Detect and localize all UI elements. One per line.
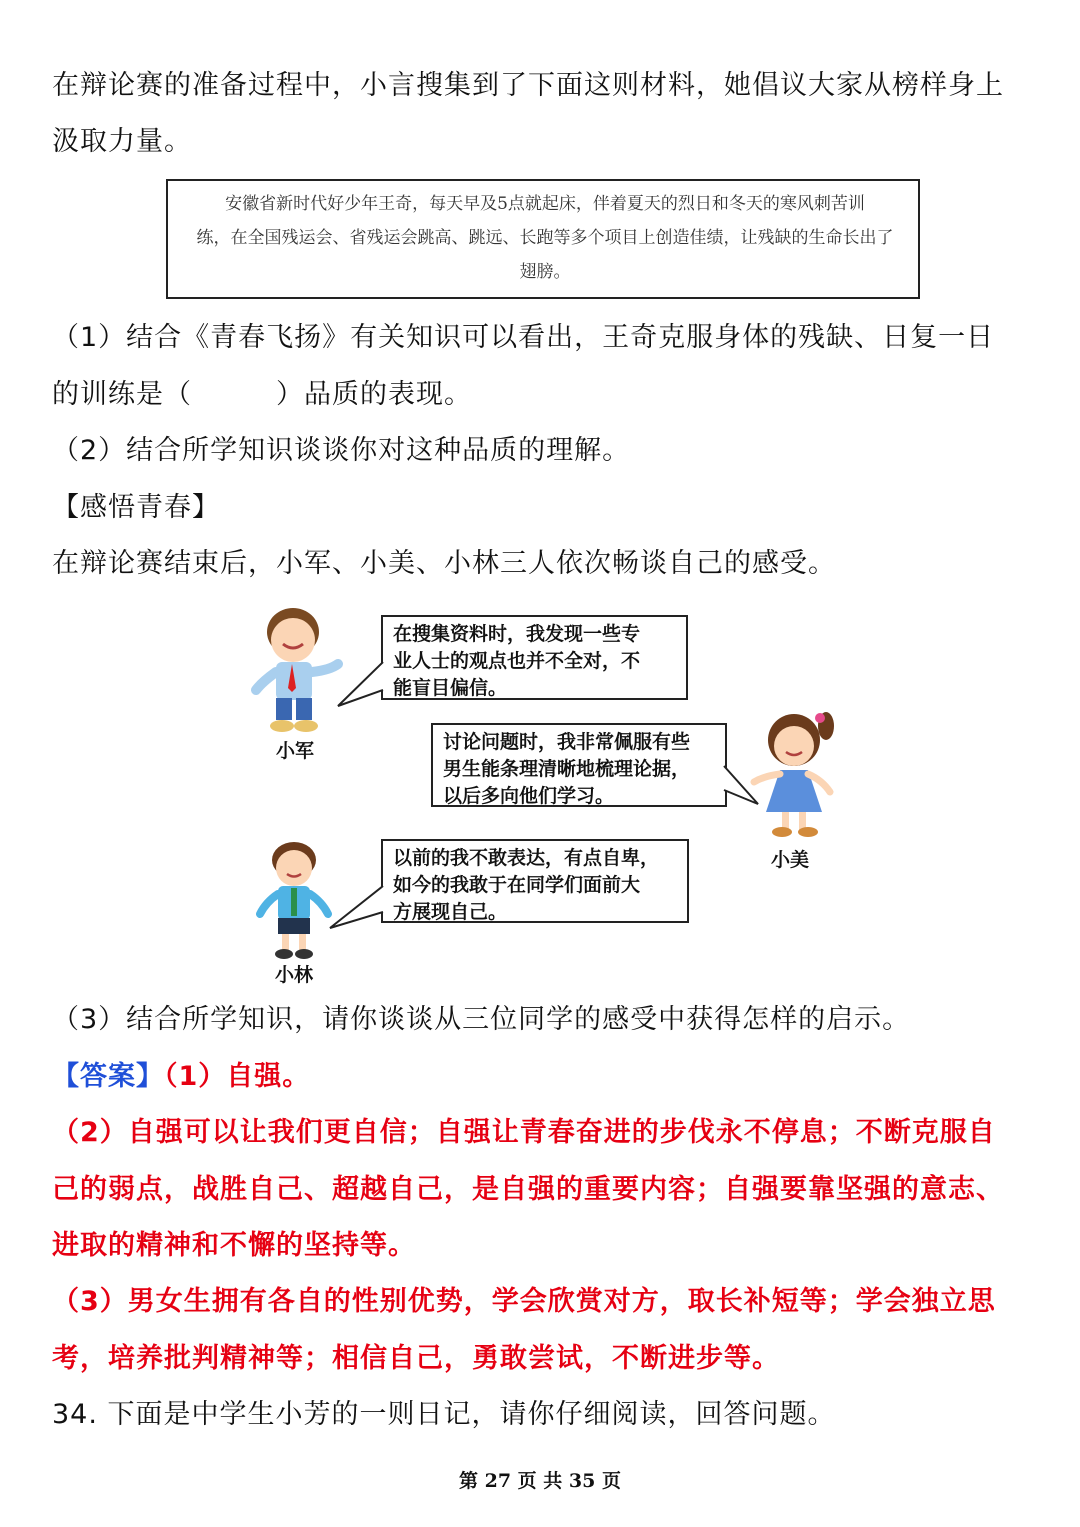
answer-line-1 xyxy=(52,1057,310,1097)
xiaojun-speech-line-1: 在搜集资料时，我发现一些专 xyxy=(393,623,641,645)
xiaolin-illustration xyxy=(256,838,336,963)
material-line-3: 翅膀。 xyxy=(519,262,571,282)
page-footer: 第 27 页 共 35 页 xyxy=(459,1470,621,1492)
scene-intro: 在辩论赛结束后，小军、小美、小林三人依次畅谈自己的感受。 xyxy=(52,548,836,579)
section-title: 【感悟青春】 xyxy=(52,492,220,523)
xiaomei-speech-line-1: 讨论问题时，我非常佩服有些 xyxy=(443,731,691,753)
answer-3-line-1: （3）男女生拥有各自的性别优势，学会欣赏对方，取长补短等；学会独立思 xyxy=(52,1286,996,1317)
xiaojun-bubble-tail xyxy=(336,660,386,710)
xiaolin-speech-line-2: 如今的我敢于在同学们面前大 xyxy=(393,874,641,896)
xiaomei-name: 小美 xyxy=(771,849,810,871)
answer-1: （1）自强。 xyxy=(164,1061,311,1092)
xiaolin-speech-line-1: 以前的我不敢表达，有点自卑， xyxy=(393,847,660,869)
answer-label: 【答案】 xyxy=(52,1061,164,1092)
xiaojun-name: 小军 xyxy=(276,740,315,762)
answer-3-line-2: 考，培养批判精神等；相信自己，勇敢尝试，不断进步等。 xyxy=(52,1343,780,1374)
material-box xyxy=(166,179,920,299)
xiaomei-speech-bubble xyxy=(431,723,727,807)
xiaomei-speech-line-3: 以后多向他们学习。 xyxy=(443,785,615,807)
question-2: （2）结合所学知识谈谈你对这种品质的理解。 xyxy=(52,435,631,466)
intro-line-1: 在辩论赛的准备过程中，小言搜集到了下面这则材料，她倡议大家从榜样身上 xyxy=(52,70,1004,101)
xiaojun-speech-line-2: 业人士的观点也并不全对，不 xyxy=(393,650,641,672)
question-3: （3）结合所学知识，请你谈谈从三位同学的感受中获得怎样的启示。 xyxy=(52,1004,911,1035)
question-1-line-1: （1）结合《青春飞扬》有关知识可以看出，王奇克服身体的残缺、日复一日 xyxy=(52,322,995,353)
intro-line-2: 汲取力量。 xyxy=(52,126,192,157)
question-1-line-2: 的训练是（ ）品质的表现。 xyxy=(52,379,472,410)
xiaojun-illustration xyxy=(248,600,348,740)
xiaomei-speech-line-2: 男生能条理清晰地梳理论据， xyxy=(443,758,691,780)
answer-2-line-2: 己的弱点，战胜自己、超越自己，是自强的重要内容；自强要靠坚强的意志、 xyxy=(52,1174,1004,1205)
xiaolin-speech-bubble xyxy=(381,839,689,923)
xiaojun-speech-line-3: 能盲目偏信。 xyxy=(393,677,508,699)
material-line-2: 练，在全国残运会、省残运会跳高、跳远、长跑等多个项目上创造佳绩，让残缺的生命长出了 xyxy=(196,228,894,248)
xiaojun-speech-bubble xyxy=(381,615,688,700)
material-line-1: 安徽省新时代好少年王奇，每天早及5点就起床，伴着夏天的烈日和冬天的寒风刺苦训 xyxy=(225,194,865,214)
answer-2-line-1: （2）自强可以让我们更自信；自强让青春奋进的步伐永不停息；不断克服自 xyxy=(52,1117,996,1148)
xiaolin-bubble-tail xyxy=(326,880,386,940)
question-34: 34. 下面是中学生小芳的一则日记，请你仔细阅读，回答问题。 xyxy=(52,1399,836,1430)
xiaolin-speech-line-3: 方展现自己。 xyxy=(393,901,508,923)
answer-2-line-3: 进取的精神和不懈的坚持等。 xyxy=(52,1230,416,1261)
xiaomei-illustration xyxy=(752,704,842,844)
xiaolin-name: 小林 xyxy=(275,964,314,986)
